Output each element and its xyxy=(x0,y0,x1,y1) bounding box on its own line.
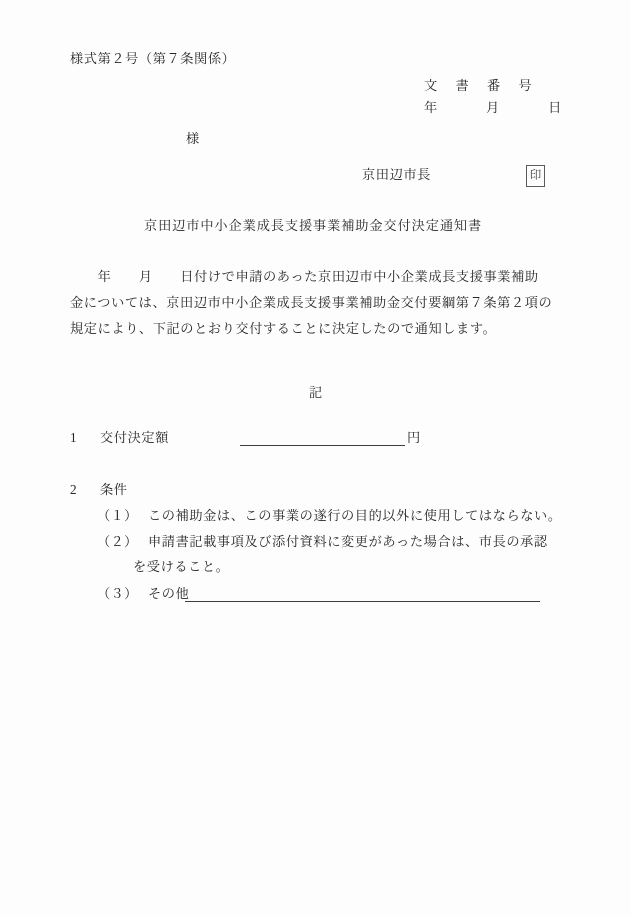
body-paragraph-line: 年 月 日付けで申請のあった京田辺市中小企業成長支援事業補助 xyxy=(70,269,539,284)
item-label-grant-amount: 交付決定額 xyxy=(100,430,169,445)
grant-amount-blank-field[interactable] xyxy=(240,431,405,446)
sub-item-marker: （１） xyxy=(97,508,138,523)
ki-heading: 記 xyxy=(309,385,323,400)
body-paragraph-line: 金については、京田辺市中小企業成長支援事業補助金交付要綱第７条第２項の xyxy=(70,295,553,310)
addressee-honorific: 様 xyxy=(186,131,200,146)
item-number: 1 xyxy=(70,430,78,445)
currency-unit-label: 円 xyxy=(407,430,421,445)
seal-mark-icon: 印 xyxy=(529,169,542,182)
body-paragraph-line: 規定により、下記のとおり交付することに決定したので通知します。 xyxy=(70,321,497,336)
sub-item-text: 申請書記載事項及び添付資料に変更があった場合は、市長の承認 xyxy=(148,534,548,549)
form-number: 様式第２号（第７条関係） xyxy=(70,51,236,66)
sub-item-marker: （２） xyxy=(97,534,138,549)
sub-item-text: その他 xyxy=(148,586,190,601)
seal-box xyxy=(526,165,545,187)
document-date-label: 年 月 日 xyxy=(424,100,569,115)
issuer-name: 京田辺市長 xyxy=(362,167,431,182)
sub-item-text-continuation: を受けること。 xyxy=(133,559,230,574)
page-title: 京田辺市中小企業成長支援事業補助金交付決定通知書 xyxy=(144,218,483,233)
other-conditions-blank-field[interactable] xyxy=(185,587,540,602)
item-label-conditions: 条件 xyxy=(100,482,128,497)
sub-item-text: この補助金は、この事業の遂行の目的以外に使用してはならない。 xyxy=(148,508,562,523)
item-number: 2 xyxy=(70,482,78,497)
document-number-label: 文 書 番 号 xyxy=(424,78,540,93)
sub-item-marker: （３） xyxy=(97,586,138,601)
